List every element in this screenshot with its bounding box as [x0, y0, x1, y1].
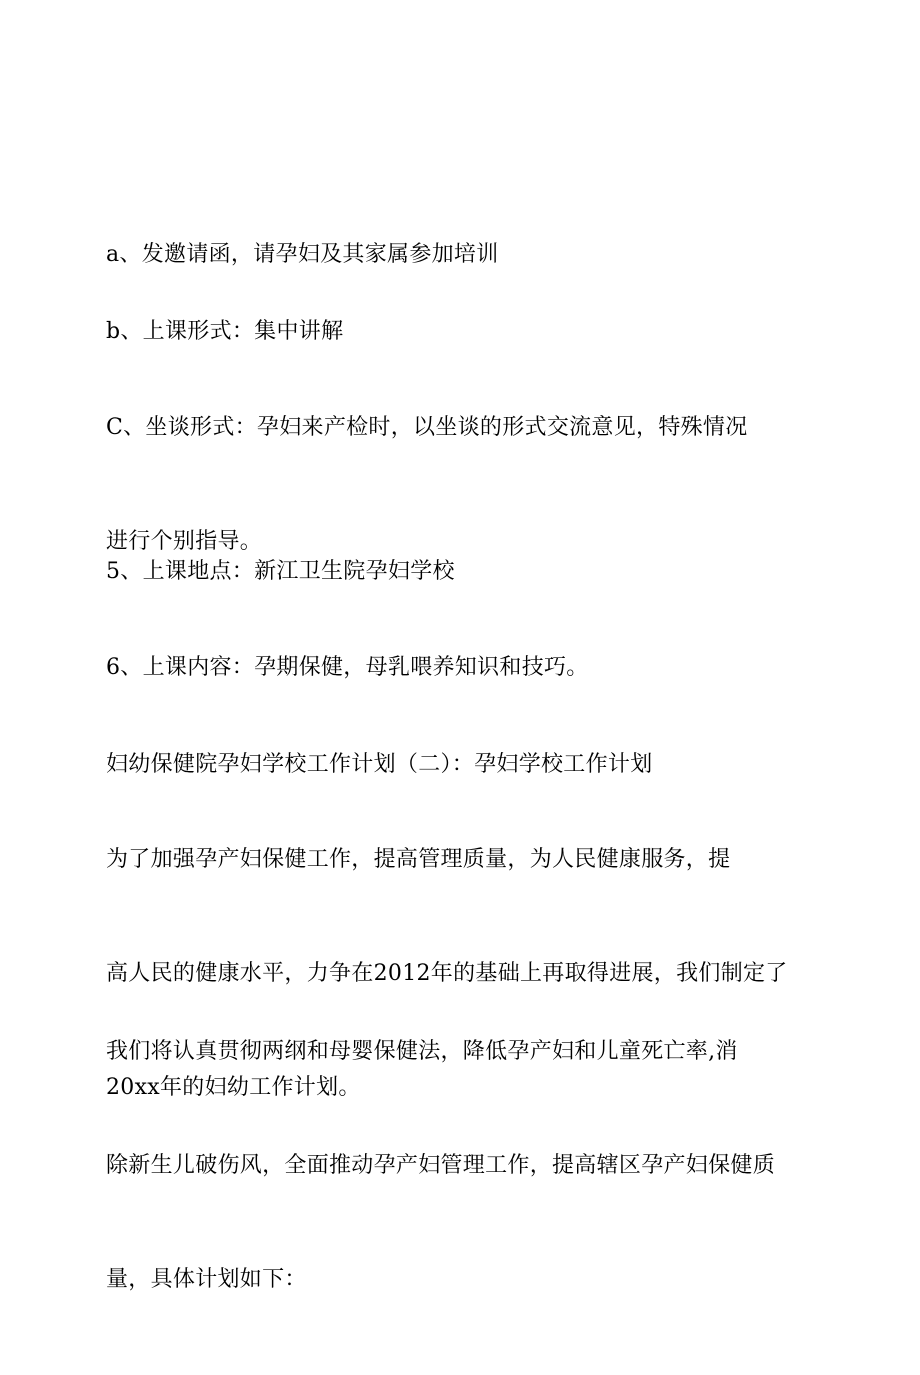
- text-line: 高人民的健康水平，力争在2012年的基础上再取得进展，我们制定了: [106, 961, 788, 986]
- text-line: 进行个别指导。: [106, 529, 263, 554]
- text-line: 5、上课地点：新江卫生院孕妇学校: [106, 559, 455, 584]
- text-line: 量，具体计划如下：: [106, 1267, 307, 1292]
- text-line: C、坐谈形式：孕妇来产检时，以坐谈的形式交流意见，特殊情况: [106, 415, 748, 440]
- text-line: 20xx年的妇幼工作计划。: [106, 1075, 361, 1100]
- text-line: 6、上课内容：孕期保健，母乳喂养知识和技巧。: [106, 655, 589, 680]
- paragraph-plan-summary: [106, 957, 806, 1375]
- text-line: 我们将认真贯彻两纲和母婴保健法，降低孕产妇和儿童死亡率,消: [106, 1039, 738, 1064]
- text-line: b、上课形式：集中讲解: [106, 319, 344, 344]
- text-line: 除新生儿破伤风，全面推动孕产妇管理工作，提高辖区孕产妇保健质: [106, 1153, 776, 1178]
- text-line: 妇幼保健院孕妇学校工作计划（二）：孕妇学校工作计划: [106, 752, 653, 777]
- text-line: 为了加强孕产妇保健工作，提高管理质量，为人民健康服务，提: [106, 847, 731, 872]
- text-line: a、发邀请函，请孕妇及其家属参加培训: [106, 242, 499, 267]
